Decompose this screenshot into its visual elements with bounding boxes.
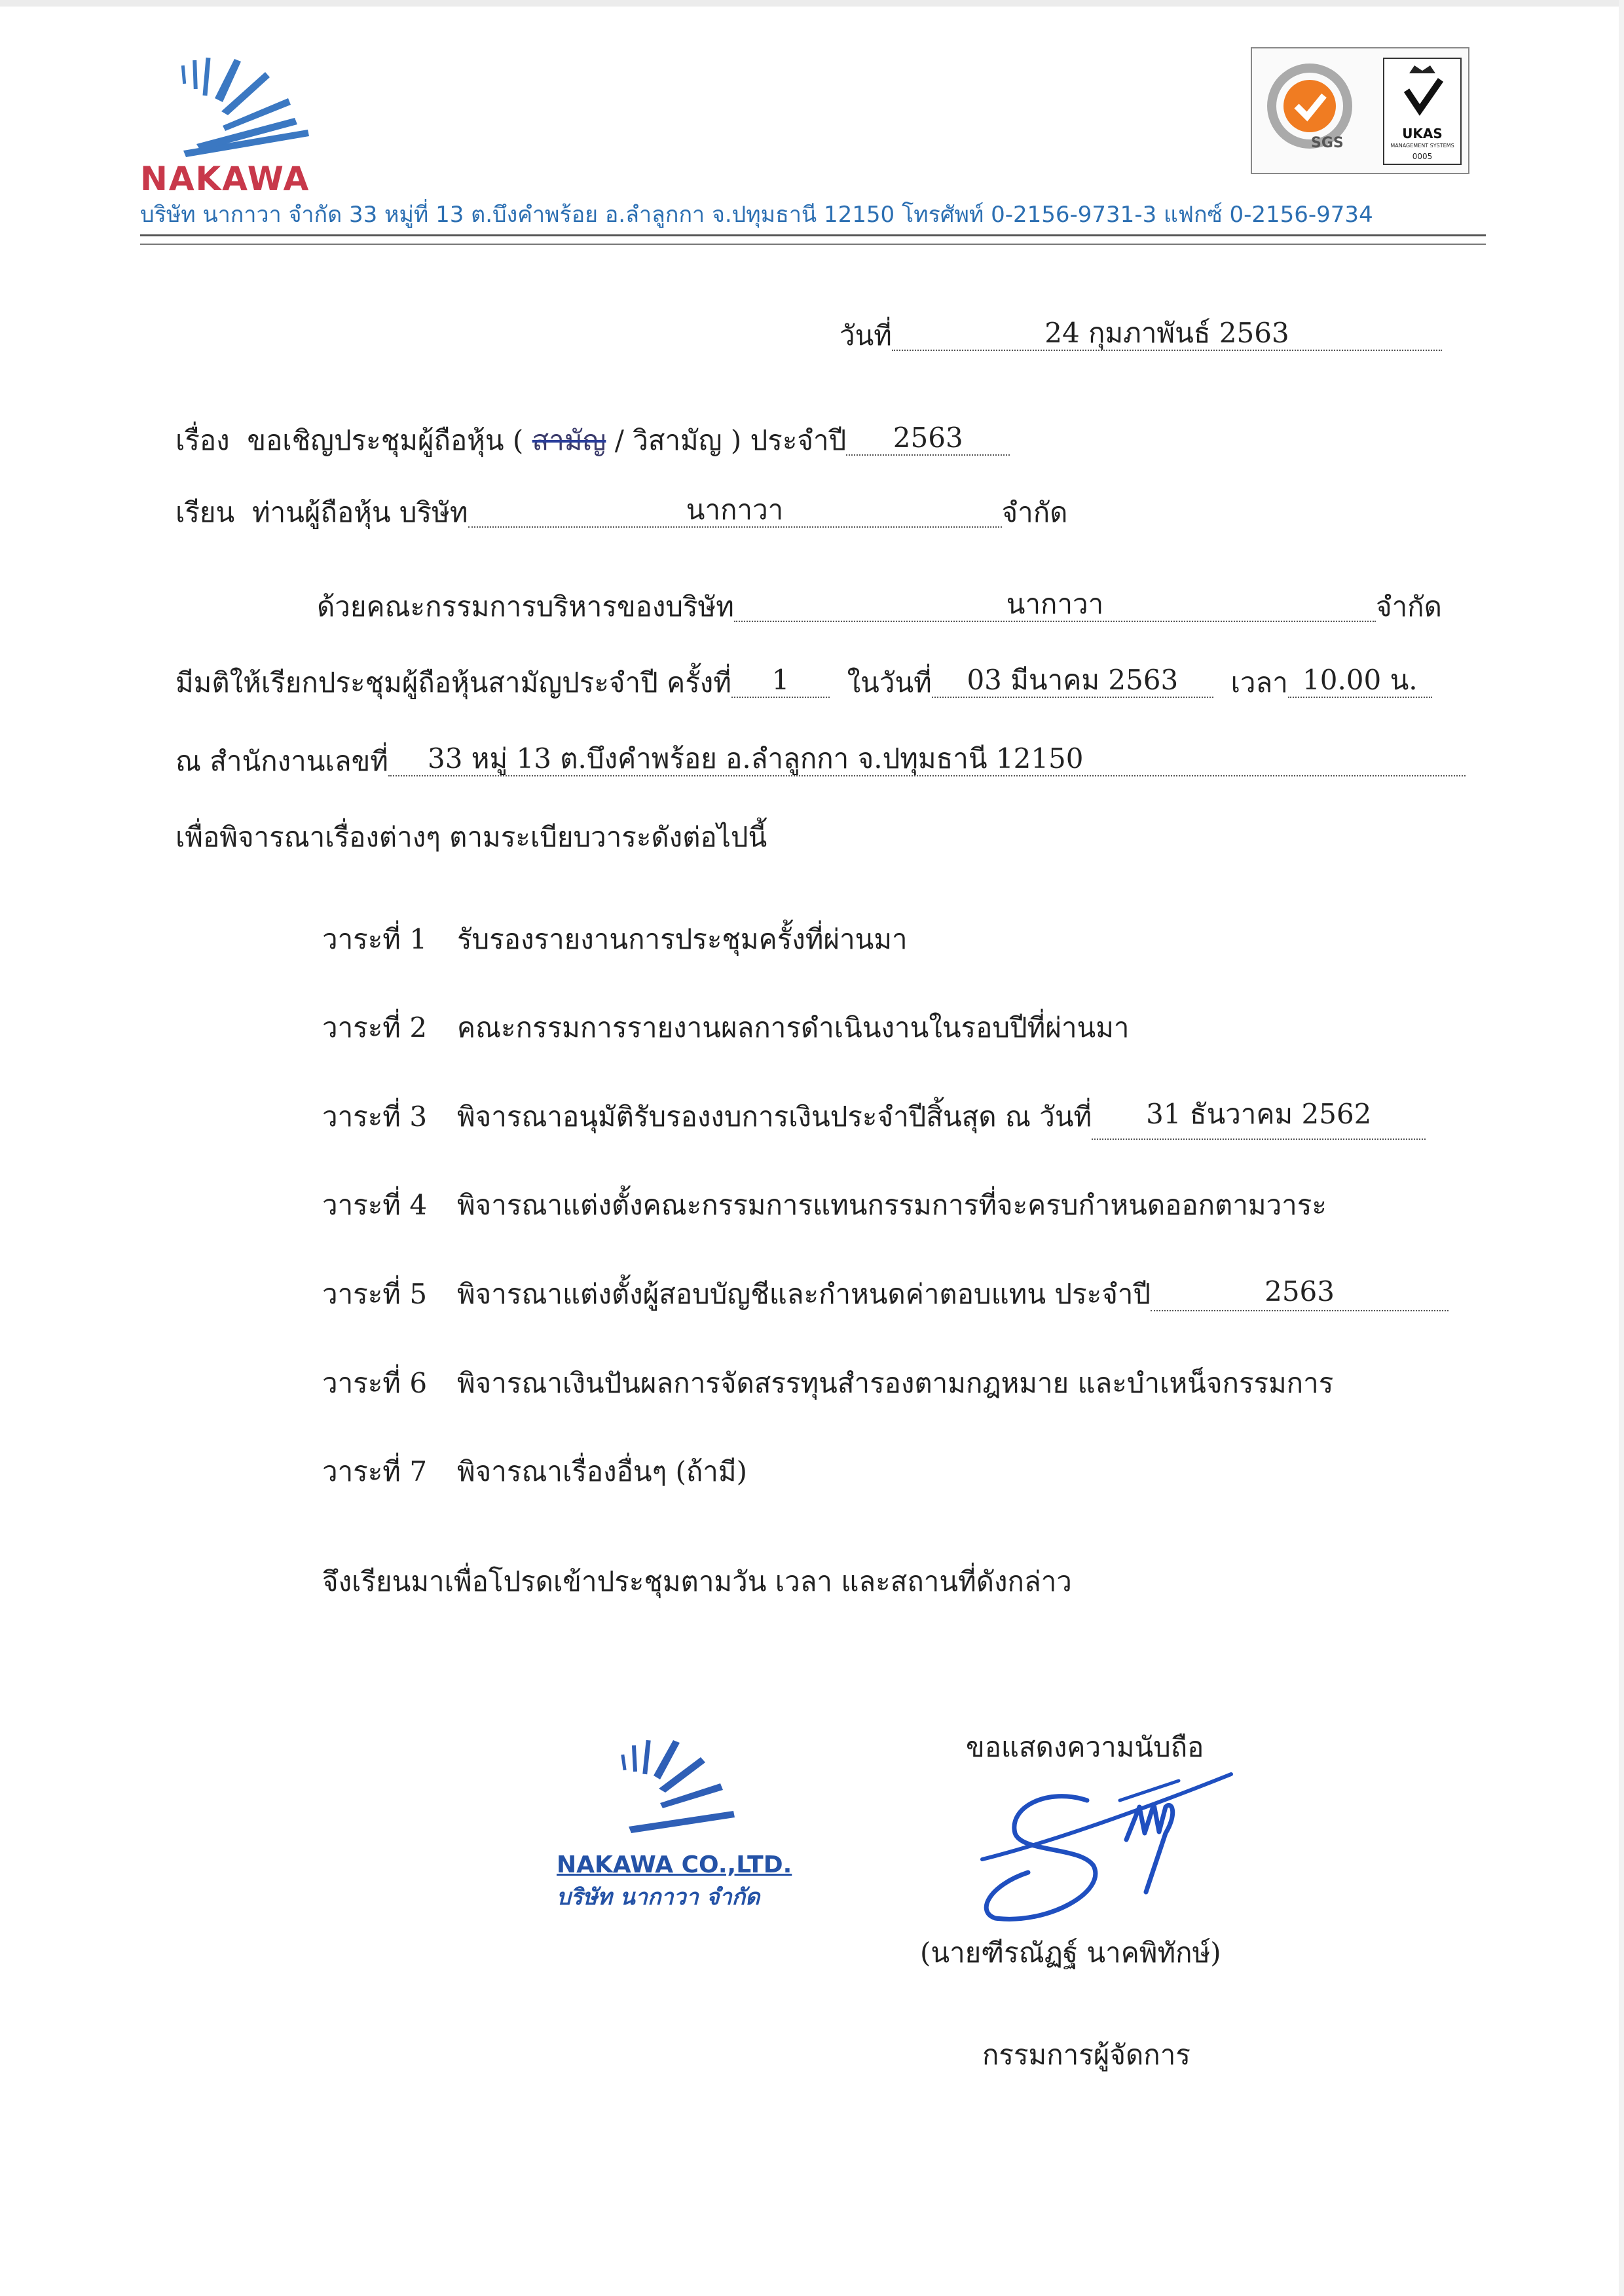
subject-year-field: 2563 bbox=[846, 427, 1010, 456]
subject-options: / วิสามัญ ) ประจำปี bbox=[614, 424, 847, 456]
company-stamp-logo-icon bbox=[589, 1728, 760, 1836]
ukas-number: 0005 bbox=[1412, 152, 1433, 161]
agenda-number: วาระที่ 1 bbox=[322, 923, 428, 955]
venue-label: ณ สำนักงานเลขที่ bbox=[175, 745, 388, 777]
body-line-3 bbox=[175, 742, 1466, 777]
body-line-2 bbox=[175, 664, 1432, 699]
crown-check-icon bbox=[1384, 59, 1460, 124]
date-label: วันที่ bbox=[840, 319, 892, 352]
agenda-text: รับรองรายงานการประชุมครั้งที่ผ่านมา bbox=[457, 923, 908, 955]
meeting-date-label: ในวันที่ bbox=[847, 666, 932, 699]
meeting-time-label: เวลา bbox=[1230, 666, 1288, 699]
body-company-field: นากาวา bbox=[734, 593, 1376, 622]
signer-position: กรรมการผู้จัดการ bbox=[982, 2039, 1190, 2071]
date-line bbox=[840, 317, 1442, 352]
sgs-label: SGS bbox=[1311, 135, 1344, 151]
agenda-number: วาระที่ 3 bbox=[322, 1101, 428, 1133]
signer-name: (นายฑีรณัฏฐ์ นาคพิทักษ์) bbox=[920, 1937, 1221, 1969]
venue-field: 33 หมู่ 13 ต.บึงคำพร้อย อ.ลำลูกกา จ.ปทุมธานี 12150 bbox=[388, 748, 1466, 776]
agenda-text-with-field: พิจารณาอนุมัติรับรองงบการเงินประจำปีสิ้นสุด ณ วันที่ 31 ธันวาคม 2562 bbox=[457, 1095, 1426, 1140]
agenda-number: วาระที่ 5 bbox=[322, 1278, 428, 1310]
subject-struck-option: สามัญ bbox=[532, 424, 606, 456]
agenda-number: วาระที่ 2 bbox=[322, 1011, 428, 1044]
recipient-line bbox=[175, 494, 1068, 528]
agenda-text: คณะกรรมการรายงานผลการดำเนินงานในรอบปีที่ผ่านมา bbox=[457, 1011, 1130, 1044]
scan-edge-right bbox=[1619, 0, 1624, 2296]
agenda-text: พิจารณาเงินปันผลการจัดสรรทุนสำรองตามกฎหมาย และบำเหน็จกรรมการ bbox=[457, 1367, 1334, 1399]
body-line-1 bbox=[317, 588, 1442, 623]
subject-prefix: ขอเชิญประชุมผู้ถือหุ้น ( bbox=[247, 424, 524, 456]
certification-marks bbox=[1251, 47, 1469, 174]
brand-name: NAKAWA bbox=[140, 160, 310, 198]
meeting-no-label: มีมติให้เรียกประชุมผู้ถือหุ้นสามัญประจำปี ครั้งที่ bbox=[175, 666, 731, 699]
ukas-mark bbox=[1383, 58, 1462, 165]
subject-line bbox=[175, 422, 1010, 456]
header-rule bbox=[140, 234, 1486, 236]
recipient-suffix: จำกัด bbox=[1001, 496, 1068, 528]
agenda-number: วาระที่ 4 bbox=[322, 1189, 428, 1221]
agenda-text: พิจารณาแต่งตั้งคณะกรรมการแทนกรรมการที่จะครบกำหนดออกตามวาระ bbox=[457, 1189, 1327, 1221]
header-rule-secondary bbox=[140, 244, 1486, 245]
meeting-date-field: 03 มีนาคม 2563 bbox=[932, 669, 1213, 698]
closing-sentence: จึงเรียนมาเพื่อโปรดเข้าประชุมตามวัน เวลา และสถานที่ดังกล่าว bbox=[322, 1565, 1072, 1597]
regards-text: ขอแสดงความนับถือ bbox=[966, 1731, 1204, 1763]
subject-label: เรื่อง bbox=[175, 424, 230, 456]
company-address: บริษัท นากาวา จำกัด 33 หมู่ที่ 13 ต.บึงคำพร้อย อ.ลำลูกกา จ.ปทุมธานี 12150 โทรศัพท์ 0-2156-9731-3 แฟกซ์ 0-2156-9734 bbox=[140, 202, 1373, 228]
auditor-year-field: 2563 bbox=[1151, 1278, 1449, 1311]
ukas-label: UKAS bbox=[1402, 126, 1443, 141]
agenda-number: วาระที่ 7 bbox=[322, 1455, 428, 1487]
fiscal-year-end-field: 31 ธันวาคม 2562 bbox=[1092, 1095, 1426, 1140]
agenda-text-with-field: พิจารณาแต่งตั้งผู้สอบบัญชีและกำหนดค่าตอบแทน ประจำปี 2563 bbox=[457, 1273, 1449, 1316]
stamp-company-name-th: บริษัท นากาวา จำกัด bbox=[557, 1884, 760, 1910]
scan-edge-top bbox=[0, 0, 1624, 7]
date-field: 24 กุมภาพันธ์ 2563 bbox=[892, 322, 1442, 351]
recipient-label: เรียน bbox=[175, 496, 235, 528]
recipient-company-field: นากาวา bbox=[468, 499, 1002, 528]
handwritten-signature bbox=[969, 1761, 1244, 1931]
meeting-no-field: 1 bbox=[731, 669, 830, 698]
meeting-time-field: 10.00 น. bbox=[1288, 669, 1432, 698]
ukas-sub-label: MANAGEMENT SYSTEMS bbox=[1390, 143, 1454, 149]
stamp-company-name-en: NAKAWA CO.,LTD. bbox=[557, 1851, 792, 1878]
recipient-prefix: ท่านผู้ถือหุ้น บริษัท bbox=[251, 496, 468, 528]
body-line-1-suffix: จำกัด bbox=[1375, 591, 1442, 623]
agenda-number: วาระที่ 6 bbox=[322, 1367, 428, 1399]
body-line-1-prefix: ด้วยคณะกรรมการบริหารของบริษัท bbox=[317, 591, 734, 623]
agenda-text: พิจารณาเรื่องอื่นๆ (ถ้ามี) bbox=[457, 1455, 747, 1487]
nakawa-logo-icon bbox=[157, 52, 334, 164]
body-line-4: เพื่อพิจารณาเรื่องต่างๆ ตามระเบียบวาระดังต่อไปนี้ bbox=[175, 821, 767, 853]
